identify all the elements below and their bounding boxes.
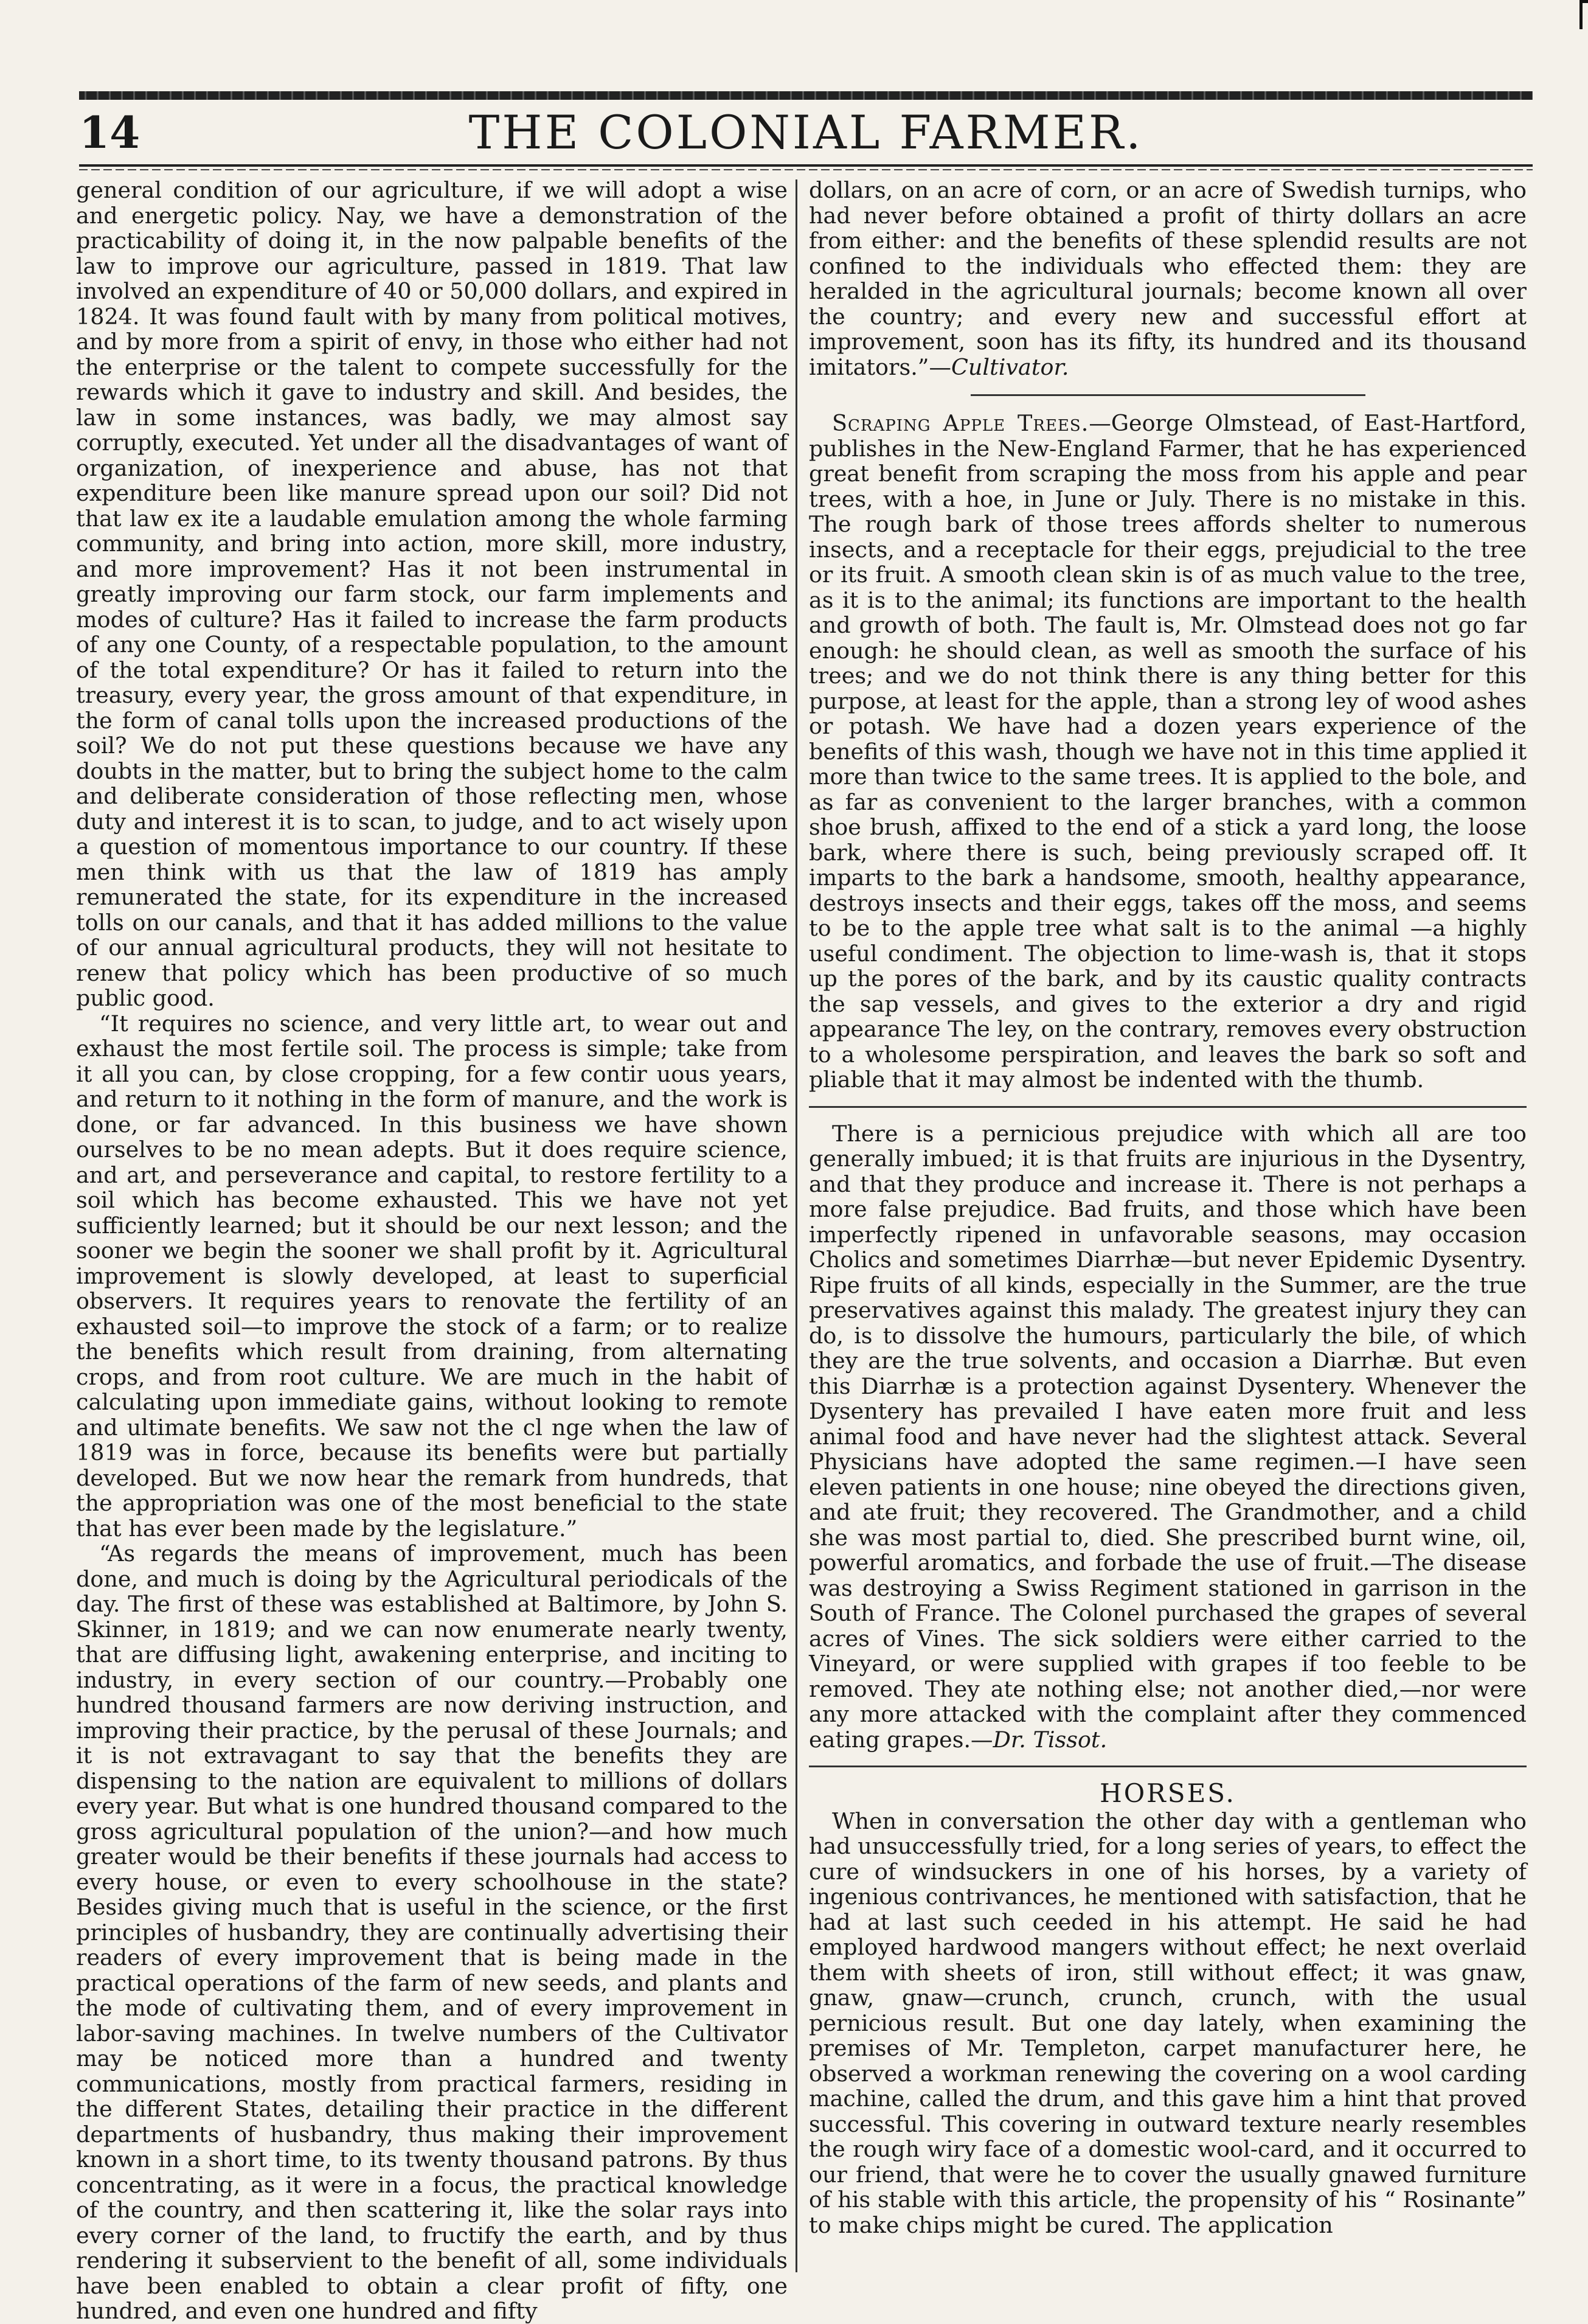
article-body: —George Olmstead, of East-Hartford, publishes in the New-England Farmer, that he has experienced great benefit from scraping the moss from his apple and pear trees, with a hoe, in June or July. There is no mistake in this. The rough bark of those trees affords shelter to numerous insects, and a receptacle for their eggs, prejudicial to the tree or its fruit. A smooth clean skin is of as much value to the tree, as it is to the animal; its functions are important to the health and growth of both. The fault is, Mr. Olmstead does not go far enough: he should clean, as well as smooth the surface of his trees; and we do not think there is any thing better for this purpose, at least for the apple, than a strong ley of wood ashes or potash. We have had a dozen years experience of the benefits of this wash, though we have not in this time applied it more than twice to the same trees. It is applied to the bole, and as far as convenient to the larger branches, with a common shoe brush, affixed to the end of a stick a yard long, the loose bark, where there is such, being previously scraped off. It imparts to the bark a handsome, smooth, healthy appearance, destroys insects and their eggs, takes off the moss, and seems to be to the apple tree what salt is to the animal —a highly useful condiment. The objection to lime-wash is, that it stops up the pores of the bark, and by its caustic quality contracts the sap vessels, and gives to the exterior a dry and rigid appearance The ley, on the contrary, removes every obstruction to a wholesome perspiration, and leaves the bark so soft and pliable that it may almost be indented with the thumb. <box>809 410 1527 1093</box>
continued-paragraph <box>809 178 1527 380</box>
article-body: There is a pernicious prejudice with which all are too generally imbued; it is that fruits are injurious in the Dysentry, and that they produce and increase it. There is not perhaps a more false prejudice. Bad fruits, and those which have been imperfectly ripened in unfavorable seasons, may occasion Cholics and sometimes Diarrhæ—but never Epidemic Dysentry. Ripe fruits of all kinds, especially in the Summer, are the true preservatives against this malady. The greatest injury they can do, is to dissolve the humours, particularly the bile, of which they are the true solvents, and occasion a Diarrhæ. But even this Diarrhæ is a protection against Dysentery. Whenever the Dysentery has prevailed I have eaten more fruit and less animal food and have never had the slightest attack. Several Physicians have adopted the same regimen.—I have seen eleven patients in one house; nine obeyed the directions given, and ate fruit; they recovered. The Grandmother, and a child she was most partial to, died. She prescribed burnt wine, oil, powerful aromatics, and forbade the use of fruit.—The disease was destroying a Swiss Regiment stationed in garrison in the South of France. The Colonel purchased the grapes of several acres of Vines. The sick soldiers were either carried to the Vineyard, or were supplied with grapes if too feeble to be removed. They ate nothing else; not another died,—nor were any more attacked with the complaint after they commenced eating grapes.— <box>809 1120 1527 1753</box>
apple-trees-article <box>809 411 1527 1093</box>
right-column <box>809 178 1527 2283</box>
source-signature: Cultivator. <box>951 353 1069 380</box>
article-paragraph: general condition of our agriculture, if we will adopt a wise and energetic policy. Nay, we have a demonstration of the practicability of doing it, in the now palpable benefits of the law to improve our agriculture, passed in 1819. That law involved an expenditure of 40 or 50,000 dollars, and expired in 1824. It was found fault with by many from political motives, and by more from a spirit of envy, in those who either had not the enterprise or the talent to compete successfully for the rewards which it gave to industry and skill. And besides, the law in some instances, was badly, we may almost say corruptly, executed. Yet under all the disadvantages of want of organization, of inexperience and abuse, has not that expenditure been like manure spread upon our soil? Did not that law ex ite a laudable emulation among the whole farming community, and bring into action, more skill, more industry, and more improvement? Has it not been instrumental in greatly improving our farm stock, our farm implements and modes of culture? Has it failed to increase the farm products of any one County, of a respectable population, to the amount of the total expenditure? Or has it failed to return into the treasury, every year, the gross amount of that expenditure, in the form of canal tolls upon the increased productions of the soil? We do not put these questions because we have any doubts in the matter, but to bring the subject home to the calm and deliberate consideration of those reflecting men, whose duty and interest it is to scan, to judge, and to act wisely upon a question of momentous importance to our country. If these men think with us that the law of 1819 has amply remunerated the state, for its expenditure in the increased tolls on our canals, and that it has added millions to the value of our annual agricultural products, they will not hesitate to renew that policy which has been productive of so much public good. <box>76 177 788 1011</box>
section-title: HORSES. <box>1100 1778 1236 1808</box>
page-header <box>79 105 1533 161</box>
fruit-article <box>809 1121 1527 1753</box>
article-paragraph: “As regards the means of improvement, much has been done, and much is doing by the Agricultural periodicals of the day. The first of these was established at Baltimore, by John S. Skinner, in 1819; and we can now enumerate nearly twenty, that are diffusing light, awakening enterprise, and inciting to industry, in every section of our country.—Probably one hundred thousand farmers are now deriving instruction, and improving their practice, by the perusal of these Journals; and it is not extravagant to say that the benefits they are dispensing to the nation are equivalent to millions of dollars every year. But what is one hundred thousand compared to the gross agricultural population of the union?—and how much greater would be their benefits if these journals had access to every house, or even to every schoolhouse in the state? Besides giving much that is useful in the science, or the first principles of husbandry, they are continually advertising their readers of every improvement that is being made in the practical operations of the farm of new seeds, and plants and the mode of cultivating them, and of every improvement in labor-saving machines. In twelve numbers of the Cultivator may be noticed more than a hundred and twenty communications, mostly from practical farmers, residing in the different States, detailing their practice in the different departments of husbandry, thus making their improvement known in a short time, to its twenty thousand patrons. By thus concentrating, as it were in a focus, the practical knowledge of the country, and then scattering it, like the solar rays into every corner of the land, to fructify the earth, and by thus rendering it subservient to the benefit of all, some individuals have been enabled to obtain a clear profit of fifty, one hundred, and even one hundred and fifty <box>76 1540 788 2324</box>
section-separator <box>809 1766 1527 1767</box>
source-signature: Dr. Tissot. <box>993 1726 1108 1753</box>
column-divider <box>796 179 797 2272</box>
page-corner-mark <box>1579 0 1588 29</box>
top-ornamental-rule <box>79 91 1533 100</box>
continued-text: dollars, on an acre of corn, or an acre of Swedish turnips, who had never before obtained a profit of thirty dollars an acre from either: and the benefits of these splendid results are not confined to the individuals who effected them: they are heralded in the agricultural journals; become known all over the country; and every new and successful effort at improvement, soon has its fifty, its hundred and its thousand imitators.”— <box>809 177 1527 380</box>
article-paragraph: “It requires no science, and very little art, to wear out and exhaust the most fertile soil. The process is simple; take from it all you can, by close cropping, for a few contir uous years, and return to it nothing in the form of manure, and the work is done, or far advanced. In this business we have shown ourselves to be no mean adepts. But it does require science, and art, and perseverance and capital, to restore fertility to a soil which has become exhausted. This we have not yet sufficiently learned; but it should be our next lesson; and the sooner we begin the sooner we shall profit by it. Agricultural improvement is slowly developed, at least to superficial observers. It requires years to renovate the fertility of an exhausted soil—to improve the stock of a farm; or to realize the benefits which result from draining, from alternating crops, and from root culture. We are much in the habit of calculating upon immediate gains, without looking to remote and ultimate benefits. We saw not the cl nge when the law of 1819 was in force, because its benefits were but partially developed. But we now hear the remark from hundreds, that the appropriation was one of the most beneficial to the state that has ever been made by the legislature.” <box>76 1010 788 1542</box>
header-rule <box>79 164 1533 167</box>
horses-article: When in conversation the other day with a gentleman who had unsuccessfully tried, for a long series of years, to effect the cure of windsuckers in one of his horses, by a variety of ingenious contrivances, he mentioned with satisfaction, that he had at last such ceeded in his attempt. He said he had employed hardwood mangers without effect; he next overlaid them with sheets of iron, still without effect; it was gnaw, gnaw, gnaw—crunch, crunch, crunch, with the usual pernicious result. But one day lately, when examining the premises of Mr. Templeton, carpet manufacturer here, he observed a workman renewing the covering on a wool carding machine, called the drum, and this gave him a hint that proved successful. This covering in outward texture nearly resembles the rough wiry face of a domestic wool-card, and it occurred to our friend, that were he to cover the usually gnawed furniture of his stable with this article, the propensity of his “ Rosinante” to make chips might be cured. The application <box>809 1807 1527 2238</box>
left-column <box>76 177 788 2324</box>
masthead-title: THE COLONIAL FARMER. <box>468 105 1143 159</box>
page-number: 14 <box>79 106 140 158</box>
header-dashed-rule <box>79 169 1533 170</box>
article-heading: Scraping Apple Trees. <box>832 410 1089 436</box>
section-separator <box>809 1106 1527 1108</box>
section-separator <box>971 394 1365 396</box>
